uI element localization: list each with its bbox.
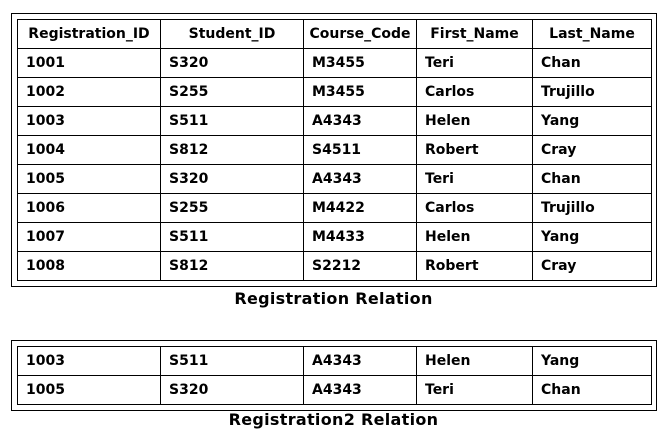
cell-course-code: M4433	[304, 223, 417, 252]
cell-course-code: A4343	[304, 347, 417, 376]
cell-last-name: Trujillo	[533, 194, 652, 223]
cell-registration-id: 1002	[18, 78, 161, 107]
cell-student-id: S511	[161, 223, 304, 252]
cell-course-code: M4422	[304, 194, 417, 223]
cell-first-name: Teri	[417, 165, 533, 194]
table-row	[18, 78, 652, 107]
cell-first-name: Helen	[417, 107, 533, 136]
cell-last-name: Cray	[533, 252, 652, 281]
cell-last-name: Yang	[533, 223, 652, 252]
cell-registration-id: 1006	[18, 194, 161, 223]
cell-student-id: S255	[161, 78, 304, 107]
table-row	[18, 107, 652, 136]
column-header-course-code: Course_Code	[304, 20, 417, 49]
cell-student-id: S812	[161, 252, 304, 281]
cell-course-code: M3455	[304, 49, 417, 78]
table-row	[18, 194, 652, 223]
table-row	[18, 376, 652, 405]
registration2-caption: Registration2 Relation	[228, 410, 439, 429]
cell-last-name: Chan	[533, 49, 652, 78]
cell-last-name: Trujillo	[533, 78, 652, 107]
column-header-first-name: First_Name	[417, 20, 533, 49]
table-header-row	[18, 20, 652, 49]
cell-student-id: S320	[161, 376, 304, 405]
cell-last-name: Chan	[533, 376, 652, 405]
cell-registration-id: 1008	[18, 252, 161, 281]
cell-first-name: Helen	[417, 223, 533, 252]
registration2-table	[17, 346, 652, 405]
cell-first-name: Robert	[417, 136, 533, 165]
cell-registration-id: 1005	[18, 376, 161, 405]
cell-first-name: Helen	[417, 347, 533, 376]
cell-first-name: Carlos	[417, 78, 533, 107]
table-row	[18, 223, 652, 252]
cell-last-name: Yang	[533, 107, 652, 136]
cell-registration-id: 1007	[18, 223, 161, 252]
cell-course-code: S4511	[304, 136, 417, 165]
cell-student-id: S511	[161, 347, 304, 376]
cell-first-name: Robert	[417, 252, 533, 281]
registration-table	[17, 19, 652, 281]
cell-last-name: Cray	[533, 136, 652, 165]
column-header-student-id: Student_ID	[161, 20, 304, 49]
cell-registration-id: 1001	[18, 49, 161, 78]
cell-first-name: Teri	[417, 376, 533, 405]
table-row	[18, 252, 652, 281]
cell-course-code: M3455	[304, 78, 417, 107]
cell-last-name: Chan	[533, 165, 652, 194]
table-row	[18, 165, 652, 194]
table-row	[18, 136, 652, 165]
column-header-last-name: Last_Name	[533, 20, 652, 49]
cell-last-name: Yang	[533, 347, 652, 376]
cell-student-id: S812	[161, 136, 304, 165]
cell-student-id: S320	[161, 49, 304, 78]
cell-first-name: Carlos	[417, 194, 533, 223]
cell-course-code: A4343	[304, 107, 417, 136]
cell-registration-id: 1003	[18, 347, 161, 376]
cell-first-name: Teri	[417, 49, 533, 78]
cell-student-id: S320	[161, 165, 304, 194]
cell-course-code: A4343	[304, 376, 417, 405]
table-row	[18, 49, 652, 78]
column-header-registration-id: Registration_ID	[18, 20, 161, 49]
registration-caption: Registration Relation	[234, 289, 433, 308]
cell-registration-id: 1003	[18, 107, 161, 136]
cell-course-code: S2212	[304, 252, 417, 281]
cell-registration-id: 1005	[18, 165, 161, 194]
cell-course-code: A4343	[304, 165, 417, 194]
registration-table-frame	[11, 13, 657, 287]
cell-registration-id: 1004	[18, 136, 161, 165]
cell-student-id: S255	[161, 194, 304, 223]
table-row	[18, 347, 652, 376]
registration2-table-frame	[11, 340, 657, 411]
cell-student-id: S511	[161, 107, 304, 136]
